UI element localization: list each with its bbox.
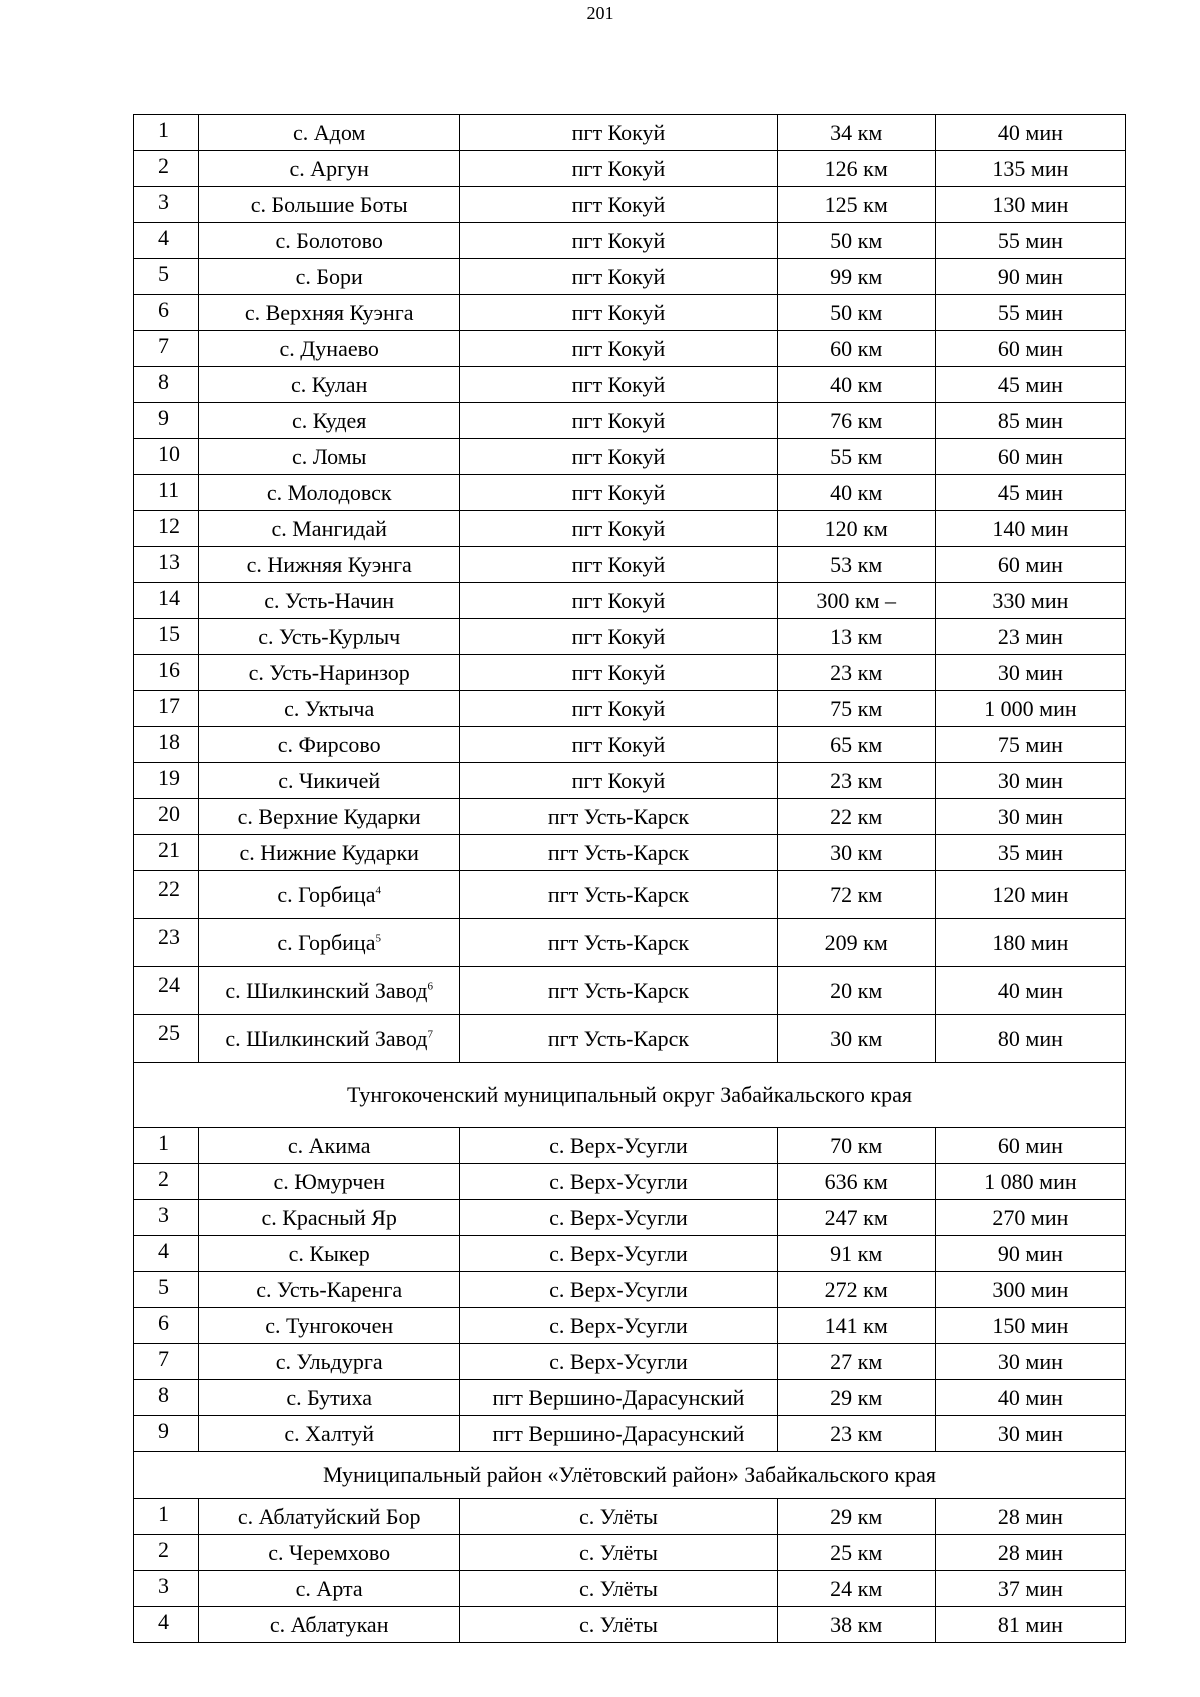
distance-cell: 70 км [777,1128,935,1164]
settlement-cell: с. Акима [199,1128,460,1164]
travel-time-cell: 1 080 мин [935,1164,1125,1200]
row-number-cell: 2 [134,1535,199,1571]
table-row [134,799,1126,835]
footnote-marker: 4 [375,884,381,897]
table-row [134,295,1126,331]
row-number-cell: 25 [134,1015,199,1063]
settlement-cell: с. Большие Боты [199,187,460,223]
table-row [134,259,1126,295]
table-row [134,115,1126,151]
row-number-cell: 18 [134,727,199,763]
settlement-cell: с. Ломы [199,439,460,475]
table-row [134,187,1126,223]
travel-time-cell: 28 мин [935,1535,1125,1571]
admin-center-cell: пгт Кокуй [460,223,777,259]
table-row [134,1380,1126,1416]
row-number-cell: 17 [134,691,199,727]
table-row [134,1236,1126,1272]
settlement-cell: с. Тунгокочен [199,1308,460,1344]
row-number-cell: 13 [134,547,199,583]
distance-cell: 40 км [777,475,935,511]
travel-time-cell: 150 мин [935,1308,1125,1344]
row-number-cell: 3 [134,1200,199,1236]
admin-center-cell: пгт Кокуй [460,727,777,763]
distance-cell: 272 км [777,1272,935,1308]
distance-cell: 40 км [777,367,935,403]
distance-cell: 636 км [777,1164,935,1200]
travel-time-cell: 45 мин [935,475,1125,511]
settlement-cell: с. Кыкер [199,1236,460,1272]
distance-cell: 29 км [777,1380,935,1416]
settlement-cell [199,871,460,919]
row-number-cell: 23 [134,919,199,967]
distance-cell: 23 км [777,1416,935,1452]
travel-time-cell: 330 мин [935,583,1125,619]
admin-center-cell: пгт Усть-Карск [460,799,777,835]
admin-center-cell: пгт Кокуй [460,511,777,547]
admin-center-cell: пгт Кокуй [460,439,777,475]
distance-cell: 38 км [777,1607,935,1643]
distance-cell: 75 км [777,691,935,727]
section-heading-row [134,1452,1126,1499]
table-row [134,1164,1126,1200]
row-number-cell: 11 [134,475,199,511]
admin-center-cell: пгт Усть-Карск [460,1015,777,1063]
row-number-cell: 15 [134,619,199,655]
admin-center-cell: с. Улёты [460,1571,777,1607]
settlement-cell [199,1015,460,1063]
travel-time-cell: 60 мин [935,331,1125,367]
distance-cell: 99 км [777,259,935,295]
admin-center-cell: с. Верх-Усугли [460,1344,777,1380]
row-number-cell: 19 [134,763,199,799]
travel-time-cell: 85 мин [935,403,1125,439]
travel-time-cell: 90 мин [935,259,1125,295]
travel-time-cell: 37 мин [935,1571,1125,1607]
distance-cell: 23 км [777,763,935,799]
settlement-cell [199,919,460,967]
travel-time-cell: 40 мин [935,967,1125,1015]
travel-time-cell: 30 мин [935,763,1125,799]
row-number-cell: 2 [134,1164,199,1200]
settlement-cell: с. Дунаево [199,331,460,367]
distance-cell: 125 км [777,187,935,223]
distance-cell: 126 км [777,151,935,187]
travel-time-cell: 30 мин [935,655,1125,691]
admin-center-cell: пгт Кокуй [460,763,777,799]
admin-center-cell: с. Улёты [460,1499,777,1535]
row-number-cell: 22 [134,871,199,919]
footnote-marker: 6 [427,980,433,993]
row-number-cell: 12 [134,511,199,547]
settlement-cell: с. Усть-Курлыч [199,619,460,655]
row-number-cell: 7 [134,331,199,367]
row-number-cell: 9 [134,1416,199,1452]
row-number-cell: 14 [134,583,199,619]
settlement-cell: с. Юмурчен [199,1164,460,1200]
table-row [134,1128,1126,1164]
admin-center-cell: пгт Кокуй [460,295,777,331]
table-row [134,1535,1126,1571]
row-number-cell: 1 [134,115,199,151]
settlement-cell: с. Нижняя Куэнга [199,547,460,583]
distance-cell: 247 км [777,1200,935,1236]
travel-time-cell: 30 мин [935,1416,1125,1452]
admin-center-cell: с. Улёты [460,1607,777,1643]
row-number-cell: 9 [134,403,199,439]
table-row [134,835,1126,871]
table-row [134,763,1126,799]
distance-cell: 24 км [777,1571,935,1607]
table-row [134,967,1126,1015]
row-number-cell: 1 [134,1499,199,1535]
admin-center-cell: с. Верх-Усугли [460,1308,777,1344]
distance-cell: 76 км [777,403,935,439]
table-row [134,1200,1126,1236]
settlement-cell: с. Усть-Начин [199,583,460,619]
admin-center-cell: с. Верх-Усугли [460,1236,777,1272]
settlement-cell: с. Усть-Каренга [199,1272,460,1308]
table-row [134,367,1126,403]
travel-time-cell: 81 мин [935,1607,1125,1643]
admin-center-cell: с. Улёты [460,1535,777,1571]
admin-center-cell: пгт Кокуй [460,475,777,511]
row-number-cell: 4 [134,1607,199,1643]
settlement-cell: с. Усть-Наринзор [199,655,460,691]
section-heading: Муниципальный район «Улётовский район» Забайкальского края [134,1452,1126,1499]
table-row [134,1015,1126,1063]
row-number-cell: 8 [134,367,199,403]
row-number-cell: 16 [134,655,199,691]
table-row [134,691,1126,727]
settlement-cell: с. Чикичей [199,763,460,799]
settlement-name: с. Шилкинский Завод [225,977,428,1003]
travel-time-cell: 60 мин [935,439,1125,475]
distance-cell: 27 км [777,1344,935,1380]
admin-center-cell: пгт Кокуй [460,619,777,655]
settlement-cell: с. Халтуй [199,1416,460,1452]
row-number-cell: 10 [134,439,199,475]
settlement-cell: с. Аргун [199,151,460,187]
distance-cell: 29 км [777,1499,935,1535]
travel-time-cell: 80 мин [935,1015,1125,1063]
travel-time-cell: 28 мин [935,1499,1125,1535]
distance-cell: 34 км [777,115,935,151]
travel-time-cell: 130 мин [935,187,1125,223]
distance-cell: 300 км – [777,583,935,619]
distance-cell: 20 км [777,967,935,1015]
admin-center-cell: пгт Усть-Карск [460,919,777,967]
distance-cell: 141 км [777,1308,935,1344]
distance-cell: 50 км [777,223,935,259]
settlement-cell: с. Бутиха [199,1380,460,1416]
table-row [134,1308,1126,1344]
admin-center-cell: пгт Кокуй [460,403,777,439]
settlement-cell: с. Верхняя Куэнга [199,295,460,331]
row-number-cell: 2 [134,151,199,187]
travel-time-cell: 55 мин [935,223,1125,259]
section-heading: Тунгокоченский муниципальный округ Забайкальского края [134,1063,1126,1128]
page-number: 201 [586,3,614,23]
distance-cell: 91 км [777,1236,935,1272]
distance-cell: 55 км [777,439,935,475]
distance-cell: 23 км [777,655,935,691]
footnote-marker: 7 [427,1028,433,1041]
table-row [134,619,1126,655]
row-number-cell: 8 [134,1380,199,1416]
settlement-cell: с. Красный Яр [199,1200,460,1236]
travel-time-cell: 270 мин [935,1200,1125,1236]
admin-center-cell: пгт Кокуй [460,187,777,223]
distance-cell: 53 км [777,547,935,583]
settlement-cell: с. Аблатукан [199,1607,460,1643]
travel-time-cell: 180 мин [935,919,1125,967]
row-number-cell: 3 [134,1571,199,1607]
travel-time-cell: 23 мин [935,619,1125,655]
distance-cell: 72 км [777,871,935,919]
distance-cell: 30 км [777,1015,935,1063]
table-row [134,919,1126,967]
settlement-cell: с. Кудея [199,403,460,439]
distance-cell: 22 км [777,799,935,835]
settlement-cell: с. Мангидай [199,511,460,547]
settlement-cell [199,967,460,1015]
distance-cell: 13 км [777,619,935,655]
table-row [134,403,1126,439]
travel-time-cell: 300 мин [935,1272,1125,1308]
admin-center-cell: пгт Кокуй [460,655,777,691]
row-number-cell: 1 [134,1128,199,1164]
row-number-cell: 6 [134,295,199,331]
footnote-marker: 5 [375,932,381,945]
travel-time-cell: 40 мин [935,115,1125,151]
admin-center-cell: пгт Кокуй [460,691,777,727]
distance-cell: 65 км [777,727,935,763]
settlement-name: с. Горбица [277,929,376,955]
settlement-cell: с. Молодовск [199,475,460,511]
section-heading-row [134,1063,1126,1128]
settlement-cell: с. Болотово [199,223,460,259]
admin-center-cell: пгт Кокуй [460,331,777,367]
distance-cell: 120 км [777,511,935,547]
admin-center-cell: пгт Вершино-Дарасунский [460,1416,777,1452]
travel-time-cell: 140 мин [935,511,1125,547]
admin-center-cell: пгт Усть-Карск [460,967,777,1015]
settlement-cell: с. Фирсово [199,727,460,763]
settlement-cell: с. Нижние Кударки [199,835,460,871]
table-body [134,115,1126,1643]
settlement-cell: с. Черемхово [199,1535,460,1571]
table-row [134,151,1126,187]
table-row [134,655,1126,691]
table-row [134,1499,1126,1535]
settlement-name: с. Шилкинский Завод [225,1025,428,1051]
row-number-cell: 7 [134,1344,199,1380]
admin-center-cell: с. Верх-Усугли [460,1164,777,1200]
table-row [134,1272,1126,1308]
travel-time-cell: 55 мин [935,295,1125,331]
travel-time-cell: 60 мин [935,1128,1125,1164]
travel-time-cell: 30 мин [935,1344,1125,1380]
table-row [134,1607,1126,1643]
travel-time-cell: 75 мин [935,727,1125,763]
travel-time-cell: 120 мин [935,871,1125,919]
table-row [134,583,1126,619]
travel-time-cell: 40 мин [935,1380,1125,1416]
settlement-cell: с. Уктыча [199,691,460,727]
row-number-cell: 5 [134,259,199,295]
table-row [134,727,1126,763]
distance-cell: 25 км [777,1535,935,1571]
row-number-cell: 6 [134,1308,199,1344]
admin-center-cell: пгт Вершино-Дарасунский [460,1380,777,1416]
admin-center-cell: пгт Усть-Карск [460,835,777,871]
admin-center-cell: пгт Кокуй [460,259,777,295]
admin-center-cell: пгт Кокуй [460,547,777,583]
settlement-cell: с. Верхние Кударки [199,799,460,835]
admin-center-cell: с. Верх-Усугли [460,1128,777,1164]
row-number-cell: 20 [134,799,199,835]
settlement-name: с. Горбица [277,881,376,907]
admin-center-cell: пгт Кокуй [460,115,777,151]
row-number-cell: 4 [134,223,199,259]
table-row [134,475,1126,511]
travel-time-cell: 35 мин [935,835,1125,871]
table-row [134,439,1126,475]
travel-time-cell: 60 мин [935,547,1125,583]
table-row [134,1571,1126,1607]
row-number-cell: 21 [134,835,199,871]
admin-center-cell: с. Верх-Усугли [460,1200,777,1236]
row-number-cell: 4 [134,1236,199,1272]
table-row [134,331,1126,367]
table-row [134,511,1126,547]
table-row [134,223,1126,259]
table-row [134,1344,1126,1380]
row-number-cell: 5 [134,1272,199,1308]
distance-cell: 209 км [777,919,935,967]
travel-time-cell: 30 мин [935,799,1125,835]
travel-time-cell: 1 000 мин [935,691,1125,727]
distance-cell: 30 км [777,835,935,871]
admin-center-cell: пгт Усть-Карск [460,871,777,919]
table-row [134,871,1126,919]
settlement-cell: с. Аблатуйский Бор [199,1499,460,1535]
table-row [134,547,1126,583]
admin-center-cell: пгт Кокуй [460,367,777,403]
distance-cell: 60 км [777,331,935,367]
admin-center-cell: пгт Кокуй [460,151,777,187]
settlement-cell: с. Бори [199,259,460,295]
travel-time-cell: 45 мин [935,367,1125,403]
table-row [134,1416,1126,1452]
settlement-cell: с. Арта [199,1571,460,1607]
travel-time-cell: 90 мин [935,1236,1125,1272]
admin-center-cell: пгт Кокуй [460,583,777,619]
settlement-cell: с. Кулан [199,367,460,403]
settlements-table [133,114,1126,1643]
settlement-cell: с. Ульдурга [199,1344,460,1380]
row-number-cell: 3 [134,187,199,223]
distance-cell: 50 км [777,295,935,331]
admin-center-cell: с. Верх-Усугли [460,1272,777,1308]
settlement-cell: с. Адом [199,115,460,151]
travel-time-cell: 135 мин [935,151,1125,187]
row-number-cell: 24 [134,967,199,1015]
